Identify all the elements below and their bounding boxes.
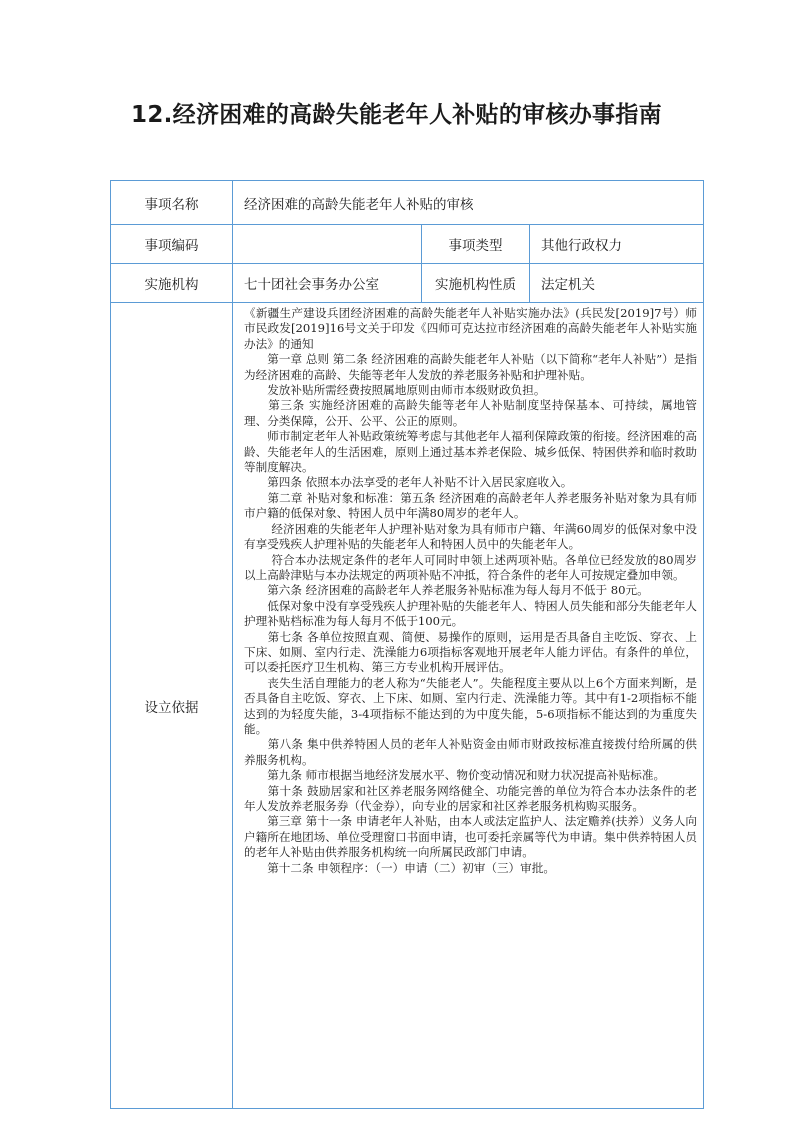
- item-name-value: 经济困难的高龄失能老年人补贴的审核: [233, 181, 704, 225]
- basis-paragraph: 丧失生活自理能力的老人称为“失能老人”。失能程度主要从以上6个方面来判断，是否具备自主吃饭、穿衣、上下床、如厕、室内行走、洗澡能力等。其中有1-2项指标不能达到的为轻度失能，3-4项指标不能达到的为中度失能，5-6项指标不能达到的为重度失能。: [244, 675, 697, 736]
- item-type-value: 其他行政权力: [530, 225, 704, 264]
- agency-nature-label: 实施机构性质: [422, 264, 530, 303]
- agency-nature-value: 法定机关: [530, 264, 704, 303]
- basis-paragraph: 符合本办法规定条件的老年人可同时申领上述两项补贴。各单位已经发放的80周岁以上高龄津贴与本办法规定的两项补贴不冲抵，符合条件的老年人可按规定叠加申领。: [244, 552, 697, 582]
- item-type-label: 事项类型: [422, 225, 530, 264]
- item-code-label: 事项编码: [111, 225, 233, 264]
- item-code-value: [233, 225, 422, 264]
- item-name-label: 事项名称: [111, 181, 233, 225]
- row-basis: [111, 303, 704, 1109]
- basis-paragraph: 第四条 依照本办法享受的老年人补贴不计入居民家庭收入。: [244, 475, 573, 490]
- basis-paragraph: 《新疆生产建设兵团经济困难的高龄失能老年人补贴实施办法》(兵民发[2019]7号）师市民政发[2019]16号文关于印发《四师可克达拉市经济困难的高龄失能老年人补贴实施办法》的通知: [244, 306, 697, 351]
- basis-paragraph: 师市制定老年人补贴政策统筹考虑与其他老年人福利保障政策的衔接。经济困难的高龄、失能老年人的生活困难，原则上通过基本养老保险、城乡低保、特困供养和临时救助等制度解决。: [244, 429, 697, 475]
- agency-label: 实施机构: [111, 264, 233, 303]
- basis-paragraph: 第九条 师市根据当地经济发展水平、物价变动情况和财力状况提高补贴标准。: [244, 768, 666, 783]
- row-item-code: [111, 225, 704, 264]
- basis-paragraph: 第六条 经济困难的高龄老年人养老服务补贴标准为每人每月不低于 80元。: [244, 583, 649, 598]
- page-title: 12.经济困难的高龄失能老年人补贴的审核办事指南: [131, 102, 662, 128]
- basis-paragraph: 第十条 鼓励居家和社区养老服务网络健全、功能完善的单位为符合本办法条件的老年人发放养老服务券（代金券），向专业的居家和社区养老服务机构购买服务。: [244, 783, 697, 813]
- basis-paragraph: 第十二条 申领程序：（一）申请（二）初审（三）审批。: [244, 860, 555, 875]
- basis-text: [244, 306, 697, 876]
- basis-paragraph: 第七条 各单位按照直观、简便、易操作的原则，运用是否具备自主吃饭、穿衣、上下床、如厕、室内行走、洗澡能力6项指标客观地开展老年人能力评估。有条件的单位，可以委托医疗卫生机构、第三方专业机构开展评估。: [244, 629, 697, 675]
- basis-paragraph: 低保对象中没有享受残疾人护理补贴的失能老年人、特困人员失能和部分失能老年人护理补贴档标准为每人每月不低于100元。: [244, 598, 697, 629]
- guide-table: [110, 180, 704, 1109]
- row-item-name: [111, 181, 704, 225]
- basis-label: 设立依据: [111, 303, 233, 1109]
- basis-paragraph: 第八条 集中供养特困人员的老年人补贴资金由师市财政按标准直接拨付给所属的供养服务机构。: [244, 737, 697, 767]
- basis-paragraph: 经济困难的失能老年人护理补贴对象为具有师市户籍、年满60周岁的低保对象中没有享受残疾人护理补贴的失能老年人和特困人员中的失能老年人。: [244, 521, 697, 552]
- basis-paragraph: 第二章 补贴对象和标准：第五条 经济困难的高龄老年人养老服务补贴对象为具有师市户籍的低保对象、特困人员中年满80周岁的老年人。: [244, 490, 697, 521]
- row-agency: [111, 264, 704, 303]
- basis-paragraph: 第一章 总则 第二条 经济困难的高龄失能老年人补贴（以下简称“老年人补贴”）是指为经济困难的高龄、失能等老年人发放的养老服务补贴和护理补贴。: [244, 352, 697, 382]
- basis-content: [233, 303, 704, 1109]
- basis-paragraph: 发放补贴所需经费按照属地原则由师市本级财政负担。: [244, 383, 546, 398]
- basis-paragraph: 第三章 第十一条 申请老年人补贴，由本人或法定监护人、法定赡养(扶养）义务人向户籍所在地团场、单位受理窗口书面申请，也可委托亲属等代为申请。集中供养特困人员的老年人补贴由供养服务机构统一向所属民政部门申请。: [244, 814, 697, 860]
- basis-paragraph: 第三条 实施经济困难的高龄失能等老年人补贴制度坚持保基本、可持续，属地管理、分类保障，公开、公平、公正的原则。: [244, 398, 697, 428]
- agency-value: 七十团社会事务办公室: [233, 264, 422, 303]
